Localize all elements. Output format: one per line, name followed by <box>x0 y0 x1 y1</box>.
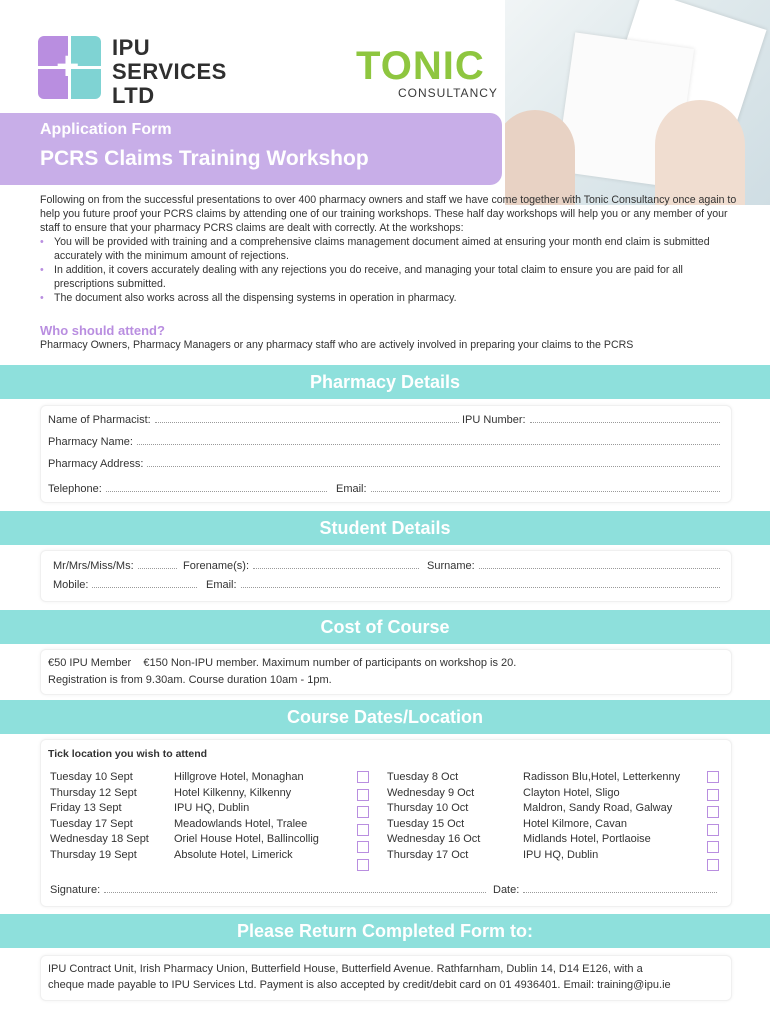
mobile-field[interactable] <box>53 579 201 591</box>
mobile-label: Mobile: <box>53 579 89 591</box>
ipu-logo-line-1: IPU <box>112 35 151 60</box>
surname-label: Surname: <box>427 560 475 572</box>
schedule-date: Tuesday 8 Oct <box>387 771 459 783</box>
tonic-consultancy-logo <box>356 46 506 106</box>
tick-instruction: Tick location you wish to attend <box>48 748 208 760</box>
cost-line-2: Registration is from 9.30am. Course duration 10am - 1pm. <box>48 674 332 686</box>
pharmacy-details-heading: Pharmacy Details <box>309 372 461 392</box>
schedule-location: Meadowlands Hotel, Tralee <box>174 817 308 830</box>
cost-band <box>0 610 770 644</box>
surname-field[interactable] <box>427 560 724 572</box>
location-checkbox[interactable] <box>357 771 369 783</box>
right-locations <box>523 770 680 863</box>
ipu-number-field[interactable] <box>462 414 724 426</box>
location-checkbox[interactable] <box>357 859 369 871</box>
return-band <box>0 914 770 948</box>
schedule-date: Thursday 10 Oct <box>387 802 469 814</box>
schedule-location: Hotel Kilmore, Cavan <box>523 817 627 830</box>
intro-bullets <box>40 235 740 305</box>
tonic-sub: CONSULTANCY <box>398 86 498 100</box>
schedule-location: IPU HQ, Dublin <box>523 848 599 861</box>
schedule-location: Hotel Kilkenny, Kilkenny <box>174 786 292 799</box>
intro-paragraph: Following on from the successful presentations to over 400 pharmacy owners and staff we have come together with Tonic Consultancy once again to help you future proof your PCRS claims by attending one of our training workshops. These half day workshops will help you or any member of your staff to ensure that your pharmacy PCRS claims are dealt with correctly. At the workshops: <box>40 194 737 234</box>
signature-label: Signature: <box>50 884 101 896</box>
schedule-date: Thursday 17 Oct <box>387 848 469 861</box>
tonic-name: TONIC <box>356 44 485 88</box>
pharmacy-name-field[interactable] <box>48 436 724 448</box>
return-line-1: IPU Contract Unit, Irish Pharmacy Union, Butterfield House, Butterfield Avenue. Rathfarnham, Dublin 14, D14 E126, with a <box>48 963 643 975</box>
schedule-date: Thursday 12 Sept <box>50 786 137 799</box>
location-checkbox[interactable] <box>707 771 719 783</box>
title-field[interactable] <box>53 560 181 572</box>
schedule-location: Oriel House Hotel, Ballincollig <box>174 833 319 845</box>
schedule-location: Radisson Blu,Hotel, Letterkenny <box>523 771 681 783</box>
student-details-box <box>40 550 732 602</box>
schedule-location: Hillgrove Hotel, Monaghan <box>174 771 304 783</box>
left-locations <box>174 770 319 863</box>
student-email-label: Email: <box>206 579 237 591</box>
location-checkbox[interactable] <box>357 841 369 853</box>
telephone-field[interactable] <box>48 483 331 495</box>
student-details-band <box>0 511 770 545</box>
pharmacy-address-label: Pharmacy Address: <box>48 458 144 470</box>
intro-bullet: • The document also works across all the dispensing systems in operation in pharmacy. <box>40 291 740 305</box>
page-title: PCRS Claims Training Workshop <box>40 147 369 170</box>
location-checkbox[interactable] <box>707 824 719 836</box>
ipu-cross-icon: + <box>38 36 104 100</box>
course-band <box>0 700 770 734</box>
schedule-location: IPU HQ, Dublin <box>174 802 250 814</box>
course-box <box>40 739 732 907</box>
return-box <box>40 955 732 1001</box>
location-checkbox[interactable] <box>707 841 719 853</box>
signature-field[interactable] <box>50 884 490 896</box>
pharmacy-details-box <box>40 405 732 503</box>
pharmacy-details-band <box>0 365 770 399</box>
pharmacist-name-label: Name of Pharmacist: <box>48 414 151 426</box>
location-checkbox[interactable] <box>707 806 719 818</box>
return-heading: Please Return Completed Form to: <box>236 921 534 941</box>
left-dates <box>50 770 149 863</box>
ipu-services-logo <box>38 36 238 106</box>
ipu-number-label: IPU Number: <box>462 414 526 426</box>
forename-label: Forename(s): <box>183 560 250 572</box>
left-checkboxes <box>357 771 369 876</box>
ipu-logo-line-2: SERVICES <box>112 59 227 84</box>
location-checkbox[interactable] <box>707 789 719 801</box>
who-heading: Who should attend? <box>40 323 165 338</box>
schedule-date: Thursday 19 Sept <box>50 848 137 861</box>
cost-box <box>40 649 732 695</box>
pharmacy-email-label: Email: <box>336 483 367 495</box>
schedule-date: Wednesday 18 Sept <box>50 833 149 845</box>
pharmacy-address-field[interactable] <box>48 458 724 470</box>
schedule-date: Wednesday 16 Oct <box>387 833 481 845</box>
location-checkbox[interactable] <box>357 789 369 801</box>
cost-heading: Cost of Course <box>320 617 450 637</box>
intro-text <box>40 193 740 305</box>
date-field[interactable] <box>493 884 721 896</box>
pharmacy-name-label: Pharmacy Name: <box>48 436 133 448</box>
schedule-location: Absolute Hotel, Limerick <box>174 848 293 861</box>
right-checkboxes <box>707 771 719 876</box>
forename-field[interactable] <box>183 560 423 572</box>
header-photo <box>505 0 770 205</box>
student-details-heading: Student Details <box>319 518 451 538</box>
location-checkbox[interactable] <box>357 806 369 818</box>
schedule-date: Tuesday 17 Sept <box>50 817 133 830</box>
schedule-location: Maldron, Sandy Road, Galway <box>523 802 673 814</box>
cost-line-1: €50 IPU Member €150 Non-IPU member. Maximum number of participants on workshop is 20. <box>48 657 517 669</box>
student-email-field[interactable] <box>206 579 724 591</box>
intro-bullet: • You will be provided with training and a comprehensive claims management document aimed at ensuring your month end claim is submitted accurately with the minimum amount of rejections. <box>40 235 740 263</box>
pharmacy-email-field[interactable] <box>336 483 724 495</box>
who-text: Pharmacy Owners, Pharmacy Managers or any pharmacy staff who are actively involved in preparing your claims to the PCRS <box>40 339 634 351</box>
course-heading: Course Dates/Location <box>286 707 484 727</box>
schedule-date: Wednesday 9 Oct <box>387 786 475 799</box>
title-label: Mr/Mrs/Miss/Ms: <box>53 560 134 572</box>
title-panel <box>0 113 502 185</box>
schedule-location: Midlands Hotel, Portlaoise <box>523 833 651 845</box>
right-dates <box>387 770 480 863</box>
location-checkbox[interactable] <box>357 824 369 836</box>
pharmacist-name-field[interactable] <box>48 414 463 426</box>
ipu-logo-line-3: LTD <box>112 83 155 108</box>
schedule-date: Tuesday 10 Sept <box>50 771 133 783</box>
return-line-2: cheque made payable to IPU Services Ltd. Payment is also accepted by credit/debit card on 01 4936401. Email: training@ipu.ie <box>48 979 671 991</box>
location-checkbox[interactable] <box>707 859 719 871</box>
schedule-date: Friday 13 Sept <box>50 802 122 814</box>
date-label: Date: <box>493 884 520 896</box>
schedule-location: Clayton Hotel, Sligo <box>523 786 620 799</box>
telephone-label: Telephone: <box>48 483 102 495</box>
schedule-date: Tuesday 15 Oct <box>387 817 465 830</box>
form-type: Application Form <box>40 121 172 138</box>
intro-bullet: • In addition, it covers accurately dealing with any rejections you do receive, and managing your total claim to ensure you are paid for all prescriptions submitted. <box>40 263 740 291</box>
